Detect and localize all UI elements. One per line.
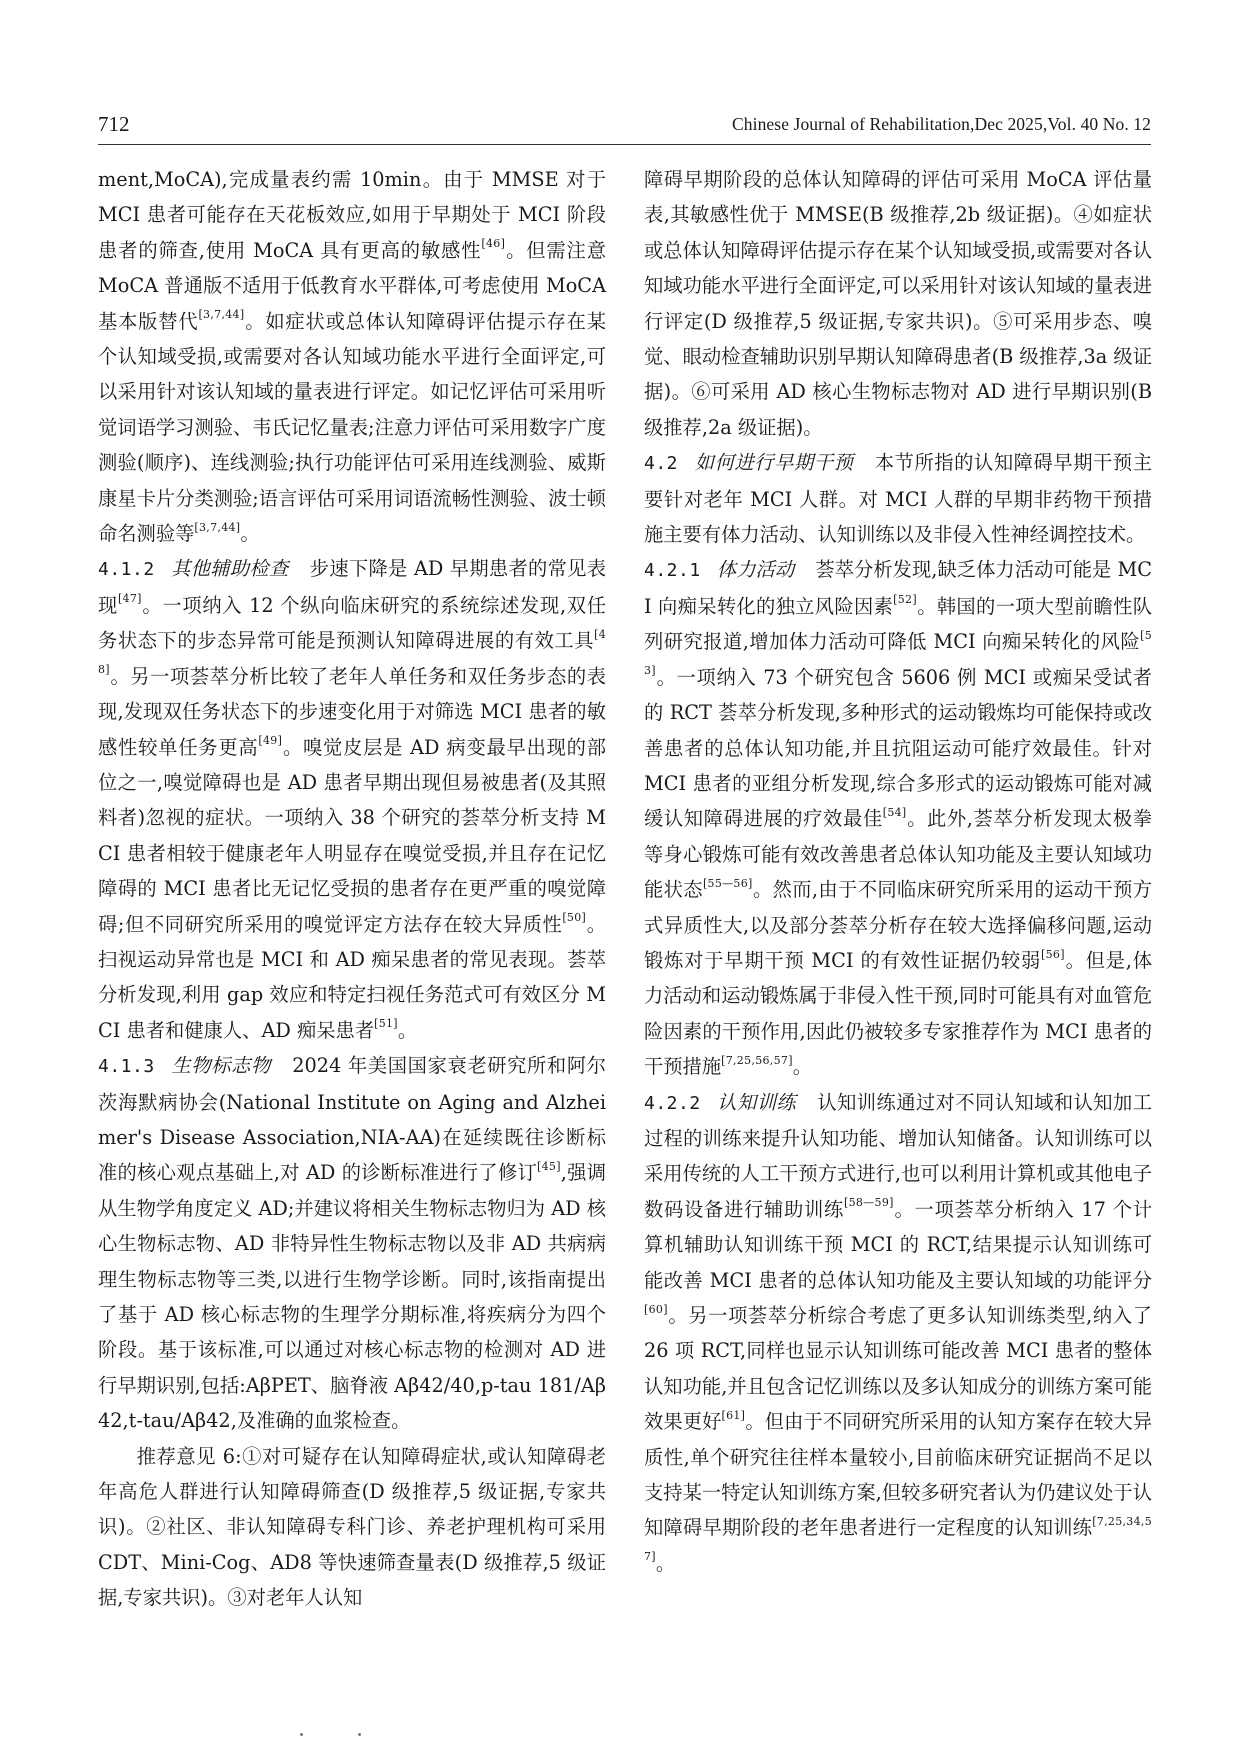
section-4-1-3: 4.1.3 生物标志物 2024 年美国国家衰老研究所和阿尔茨海默病协会(National Institute on Aging and Alzheimer's Disease Association,NIA-AA)在延续既往诊断标准的核心观点基础上,对 AD 的诊断标准进行了修订[45],强调从生物学角度定义 AD;并建议将相关生物标志物归为 AD 核心生物标志物、AD 非特异性生物标志物以及非 AD 共病病理生物标志物等三类,以进行生物学诊断。同时,该指南提出了基于 AD 核心标志物的生理学分期标准,将疾病分为四个阶段。基于该标准,可以通过对核心标志物的检测对 AD 进行早期识别,包括:AβPET、脑脊液 Aβ42/40,p-tau 181/Aβ42,t-tau/Aβ42,及准确的血浆检查。 xyxy=(98,1054,607,1433)
citation: [58—59] xyxy=(844,1196,894,1210)
section-title: 认知训练 xyxy=(716,1090,797,1114)
dot xyxy=(300,1733,303,1736)
citation: [50] xyxy=(562,911,587,925)
section-title: 如何进行早期干预 xyxy=(694,451,854,475)
header-rule xyxy=(98,144,1151,145)
running-head: Chinese Journal of Rehabilitation,Dec 2025,Vol. 40 No. 12 xyxy=(731,114,1151,134)
left-column xyxy=(98,162,606,1616)
citation: [48] xyxy=(98,627,606,677)
citation: [51] xyxy=(374,1017,398,1031)
page-header xyxy=(98,112,1151,142)
citation: [3,7,44] xyxy=(198,308,245,322)
paragraph-screening-scales: ment,MoCA),完成量表约需 10min。由于 MMSE 对于 MCI 患者可能存在天花板效应,如用于早期处于 MCI 阶段患者的筛查,使用 MoCA 具有更高的敏感性[46]。但需注意 MoCA 普通版不适用于低教育水平群体,可考虑使用 MoCA 基本版替代[3,7,44]。如症状或总体认知障碍评估提示存在某个认知域受损,或需要对各认知域功能水平进行全面评定,可以采用针对该认知域的量表进行评定。如记忆评估可采用听觉词语学习测验、韦氏记忆量表;注意力评估可采用数字广度测验(顺序)、连线测验;执行功能评估可采用连线测验、威斯康星卡片分类测验;语言评估可采用词语流畅性测验、波士顿命名测验等[3,7,44]。 xyxy=(98,168,607,546)
right-column xyxy=(644,162,1152,1581)
citation: [7,25,56,57] xyxy=(721,1053,793,1067)
section-title: 生物标志物 xyxy=(170,1054,271,1078)
citation: [61] xyxy=(721,1408,746,1422)
citation: [54] xyxy=(882,805,907,819)
citation: [49] xyxy=(258,734,283,748)
section-number: 4.2.2 xyxy=(644,1092,701,1114)
citation: [52] xyxy=(893,593,917,607)
citation: [55—56] xyxy=(702,876,753,890)
citation: [45] xyxy=(537,1159,561,1173)
citation: [7,25,34,57] xyxy=(644,1515,1152,1564)
citation: [3,7,44] xyxy=(194,520,241,534)
citation: [46] xyxy=(481,237,506,251)
citation: [53] xyxy=(644,628,1152,678)
citation: [56] xyxy=(1041,947,1065,961)
footer-dots xyxy=(300,1733,380,1741)
dot xyxy=(358,1733,361,1736)
section-4-2-1: 4.2.1 体力活动 荟萃分析发现,缺乏体力活动可能是 MCI 向痴呆转化的独立风险因素[52]。韩国的一项大型前瞻性队列研究报道,增加体力活动可降低 MCI 向痴呆转化的风险[53]。一项纳入 73 个研究包含 5606 例 MCI 或痴呆受试者的 RCT 荟萃分析发现,多种形式的运动锻炼均可能保持或改善患者的总体认知功能,并且抗阻运动可能疗效最佳。针对 MCI 患者的亚组分析发现,综合多形式的运动锻炼可能对减缓认知障碍进展的疗效最佳[54]。此外,荟萃分析发现太极拳等身心锻炼可能有效改善患者总体认知功能及主要认知域功能状态[55—56]。然而,由于不同临床研究所采用的运动干预方式异质性大,以及部分荟萃分析存在较大选择偏移问题,运动锻炼对于早期干预 MCI 的有效性证据仍较弱[56]。但是,体力活动和运动锻炼属于非侵入性干预,同时可能具有对血管危险因素的干预作用,因此仍被较多专家推荐作为 MCI 患者的干预措施[7,25,56,57]。 xyxy=(644,558,1153,1079)
recommendation-6-continued: 障碍早期阶段的总体认知障碍的评估可采用 MoCA 评估量表,其敏感性优于 MMSE(B 级推荐,2b 级证据)。④如症状或总体认知障碍评估提示存在某个认知域受损,或需要对各认知域功能水平进行全面评定,可以采用针对该认知域的量表进行评定(D 级推荐,5 级证据,专家共识)。⑤可采用步态、嗅觉、眼动检查辅助识别早期认知障碍患者(B 级推荐,3a 级证据)。⑥可采用 AD 核心生物标志物对 AD 进行早期识别(B 级推荐,2a 级证据)。 xyxy=(644,168,1152,439)
section-title: 其他辅助检查 xyxy=(170,557,289,581)
section-number: 4.1.3 xyxy=(98,1056,155,1078)
section-4-2-2: 4.2.2 认知训练 认知训练通过对不同认知域和认知加工过程的训练来提升认知功能、增加认知储备。认知训练可以采用传统的人工干预方式进行,也可以利用计算机或其他电子数码设备进行辅助训练[58—59]。一项荟萃分析纳入 17 个计算机辅助认知训练干预 MCI 的 RCT,结果提示认知训练可能改善 MCI 患者的总体认知功能及主要认知域的功能评分[60]。另一项荟萃分析综合考虑了更多认知训练类型,纳入了 26 项 RCT,同样也显示认知训练可能改善 MCI 患者的整体认知功能,并且包含记忆训练以及多认知成分的训练方案可能效果更好[61]。但由于不同研究所采用的认知方案存在较大异质性,单个研究往往样本量较小,目前临床研究证据尚不足以支持某一特定认知训练方案,但较多研究者认为仍建议处于认知障碍早期阶段的老年患者进行一定程度的认知训练[7,25,34,57]。 xyxy=(644,1090,1153,1575)
section-number: 4.1.2 xyxy=(98,559,155,581)
section-4-2: 4.2 如何进行早期干预 本节所指的认知障碍早期干预主要针对老年 MCI 人群。对 MCI 人群的早期非药物干预措施主要有体力活动、认知训练以及非侵入性神经调控技术。 xyxy=(644,451,1153,547)
section-title: 体力活动 xyxy=(716,558,795,582)
page-number: 712 xyxy=(98,112,130,136)
section-number: 4.2.1 xyxy=(644,560,701,582)
citation: [47] xyxy=(117,592,142,606)
section-4-1-2: 4.1.2 其他辅助检查 步速下降是 AD 早期患者的常见表现[47]。一项纳入 12 个纵向临床研究的系统综述发现,双任务状态下的步态异常可能是预测认知障碍进展的有效工具[48]。另一项荟萃分析比较了老年人单任务和双任务步态的表现,发现双任务状态下的步速变化用于对筛选 MCI 患者的敏感性较单任务更高[49]。嗅觉皮层是 AD 病变最早出现的部位之一,嗅觉障碍也是 AD 患者早期出现但易被患者(及其照料者)忽视的症状。一项纳入 38 个研究的荟萃分析支持 MCI 患者相较于健康老年人明显存在嗅觉受损,并且存在记忆障碍的 MCI 患者比无记忆受损的患者存在更严重的嗅觉障碍;但不同研究所采用的嗅觉评定方法存在较大异质性[50]。扫视运动异常也是 MCI 和 AD 痴呆患者的常见表现。荟萃分析发现,利用 gap 效应和特定扫视任务范式可有效区分 MCI 患者和健康人、AD 痴呆患者[51]。 xyxy=(98,557,607,1042)
recommendation-6: 推荐意见 6:①对可疑存在认知障碍症状,或认知障碍老年高危人群进行认知障碍筛查(D 级推荐,5 级证据,专家共识)。②社区、非认知障碍专科门诊、养老护理机构可采用 CDT、Mini-Cog、AD8 等快速筛查量表(D 级推荐,5 级证据,专家共识)。③对老年人认知 xyxy=(98,1444,606,1610)
citation: [60] xyxy=(644,1302,668,1316)
section-number: 4.2 xyxy=(644,453,679,475)
